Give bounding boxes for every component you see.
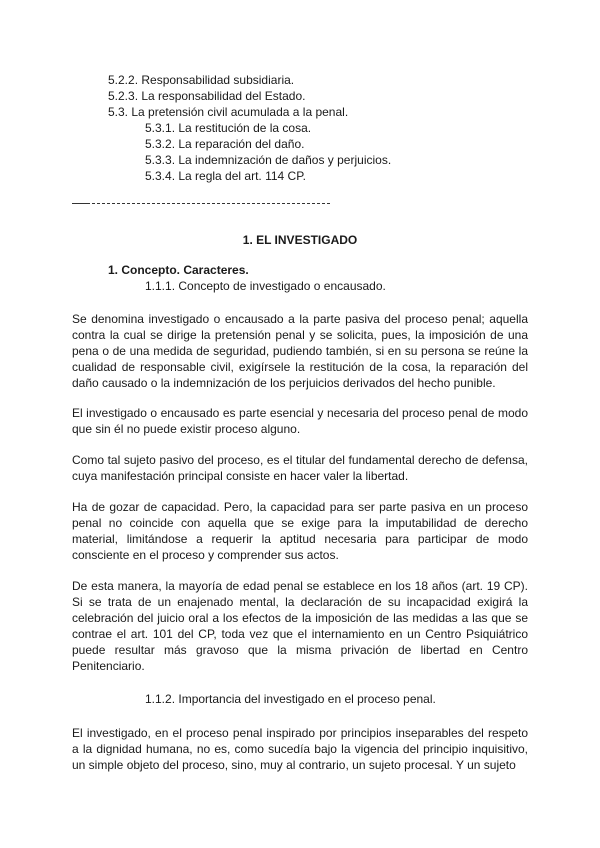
paragraph: De esta manera, la mayoría de edad penal se establece en los 18 años (art. 19 CP). Si se trata de un enajenado mental, la declaración de su incapacidad exigirá la celebración del juicio oral a los efectos de la imposición de las medidas a las que se contrae el art. 101 del CP, toda vez que el internamiento en un Centro Psiquiátrico puede resultar más gravoso que la misma privación de libertad en Centro Penitenciario.: [72, 579, 528, 673]
toc-item: 5.2.2. Responsabilidad subsidiaria.: [108, 73, 295, 87]
toc-subitem: 5.3.2. La reparación del daño.: [145, 137, 305, 151]
paragraph: Ha de gozar de capacidad. Pero, la capacidad para ser parte pasiva en un proceso penal no coincide con aquella que se exige para la imputabilidad de derecho material, limitándose a requerir la aptitud necesaria para participar de modo consciente en el proceso y comprender sus actos.: [72, 500, 528, 562]
paragraph: El investigado, en el proceso penal inspirado por principios inseparables del respeto a la dignidad humana, no es, como sucedía bajo la vigencia del principio inquisitivo, un simple objeto del proceso, sino, muy al contrario, un sujeto procesal. Y un sujeto: [72, 726, 528, 772]
paragraph: El investigado o encausado es parte esencial y necesaria del proceso penal de modo que sin él no puede existir proceso alguno.: [72, 406, 528, 436]
toc-subitem: 5.3.3. La indemnización de daños y perjuicios.: [145, 153, 392, 167]
toc-item: 5.2.3. La responsabilidad del Estado.: [108, 89, 306, 103]
section-subtitle: 1. Concepto. Caracteres.: [108, 263, 249, 277]
paragraph: Se denomina investigado o encausado a la parte pasiva del proceso penal; aquella contra la cual se dirige la pretensión penal y se solicita, pues, la imposición de una pena o de una medida de seguridad, pudiendo también, si en su persona se reúne la cualidad de responsable civil, exigírsele la restitución de la cosa, la reparación del daño causado o la indemnización de los perjuicios derivados del hecho punible.: [72, 312, 528, 390]
toc-subitem: 5.3.4. La regla del art. 114 CP.: [145, 169, 306, 183]
toc-item: 5.3. La pretensión civil acumulada a la penal.: [108, 105, 349, 119]
subsection-heading: 1.1.2. Importancia del investigado en el proceso penal.: [145, 692, 436, 706]
paragraph: Como tal sujeto pasivo del proceso, es el titular del fundamental derecho de defensa, cuya manifestación principal consiste en hacer valer la libertad.: [72, 453, 528, 483]
toc-subitem: 5.3.1. La restitución de la cosa.: [145, 121, 312, 135]
separator-rule-start: [72, 203, 90, 204]
subsection-heading: 1.1.1. Concepto de investigado o encausado.: [145, 279, 386, 293]
section-title: 1. EL INVESTIGADO: [242, 233, 358, 247]
separator-rule: [72, 203, 330, 204]
